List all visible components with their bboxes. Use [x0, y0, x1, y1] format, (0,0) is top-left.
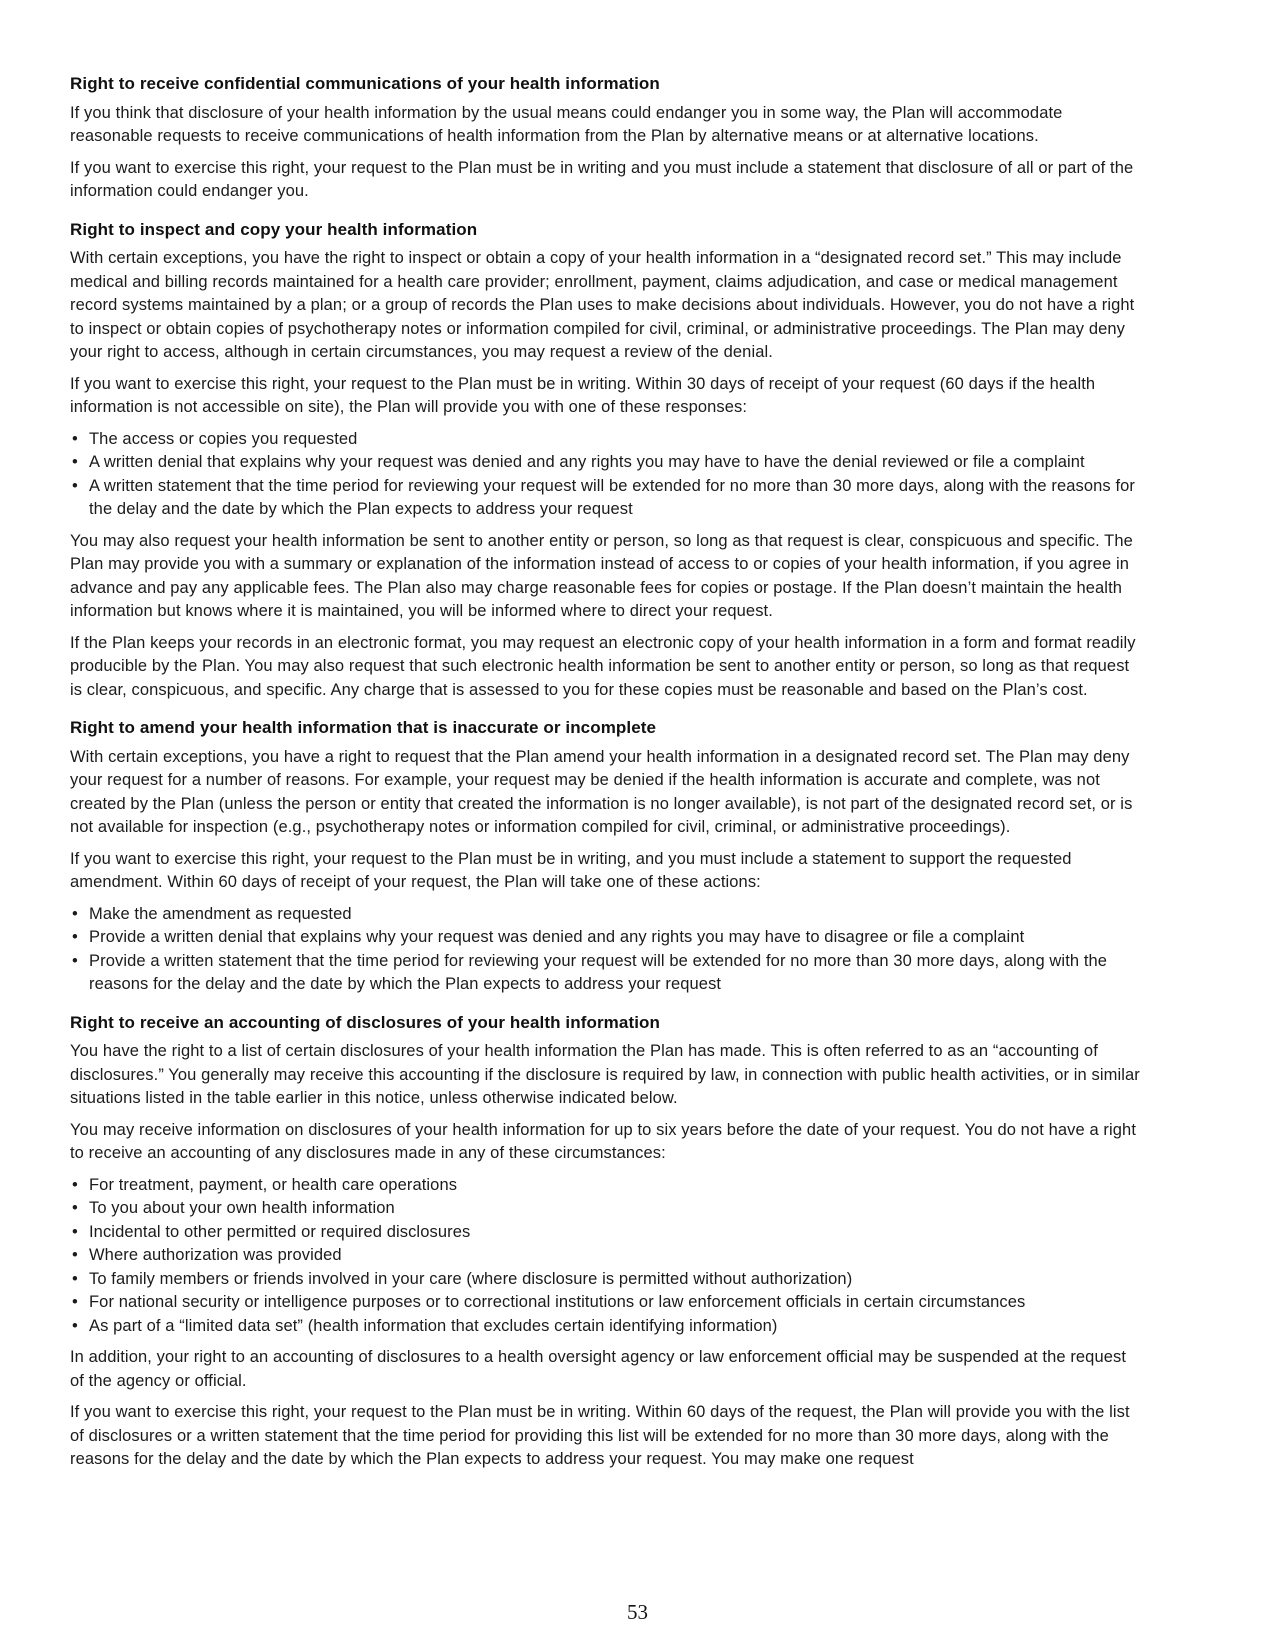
bullet-item: • Where authorization was provided [70, 1244, 1144, 1268]
paragraph: You have the right to a list of certain disclosures of your health information the Plan has made. This is often referred to as an “accounting of disclosures.” You generally may receive this accounting if the disclosure is required by law, in connection with public health activities, or in similar situations listed in the table earlier in this notice, unless otherwise indicated below. [70, 1042, 1140, 1107]
paragraph: You may receive information on disclosures of your health information for up to six years before the date of your request. You do not have a right to receive an accounting of any disclosures made in any of these circumstances: [70, 1120, 1137, 1162]
section-heading: Right to receive confidential communications of your health information [70, 74, 660, 93]
bullet-item: • Provide a written denial that explains why your request was denied and any rights you may have to disagree or file a complaint [70, 926, 1144, 950]
paragraph: If you want to exercise this right, your request to the Plan must be in writing, and you must include a statement to support the requested amendment. Within 60 days of receipt of your request, the Plan will take one of these actions: [70, 849, 1072, 891]
bullet-item: • A written statement that the time period for reviewing your request will be extended for no more than 30 more days, along with the reasons for the delay and the date by which the Plan expects to address your request [70, 475, 1144, 522]
paragraph: With certain exceptions, you have a right to request that the Plan amend your health information in a designated record set. The Plan may deny your request for a number of reasons. For example, your request may be denied if the health information is accurate and complete, was not created by the Plan (unless the person or entity that created the information is no longer available), is not part of the designated record set, or is not available for inspection (e.g., psychotherapy notes or information compiled for civil, criminal, or administrative proceedings). [70, 747, 1133, 836]
bullet-item: • As part of a “limited data set” (health information that excludes certain identifying information) [70, 1315, 1144, 1339]
bullet-item: • A written denial that explains why your request was denied and any rights you may have to have the denial reviewed or file a complaint [70, 451, 1144, 475]
bullet-list [70, 1174, 1144, 1339]
bullet-item: • For national security or intelligence purposes or to correctional institutions or law enforcement officials in certain circumstances [70, 1291, 1144, 1315]
bullet-item: • To family members or friends involved in your care (where disclosure is permitted without authorization) [70, 1268, 1144, 1292]
paragraph: In addition, your right to an accounting of disclosures to a health oversight agency or law enforcement official may be suspended at the request of the agency or official. [70, 1348, 1127, 1390]
paragraph: If the Plan keeps your records in an electronic format, you may request an electronic copy of your health information in a form and format readily producible by the Plan. You may also request that such electronic health information be sent to another entity or person, so long as that request is clear, conspicuous, and specific. Any charge that is assessed to you for these copies must be reasonable and based on the Plan’s cost. [70, 633, 1136, 699]
bullet-item: • For treatment, payment, or health care operations [70, 1174, 1144, 1198]
page-number: 53 [627, 1600, 648, 1624]
page-footer [0, 1600, 1275, 1625]
bullet-item: • Make the amendment as requested [70, 903, 1144, 927]
bullet-item: • The access or copies you requested [70, 428, 1144, 452]
bullet-item: • To you about your own health information [70, 1197, 1144, 1221]
document-body [70, 72, 1144, 1480]
bullet-item: • Provide a written statement that the time period for reviewing your request will be extended for no more than 30 more days, along with the reasons for the delay and the date by which the Plan expects to address your request [70, 950, 1144, 997]
bullet-list [70, 903, 1144, 997]
section-heading: Right to amend your health information that is inaccurate or incomplete [70, 718, 657, 737]
paragraph: If you want to exercise this right, your request to the Plan must be in writing. Within 30 days of receipt of your request (60 days if the health information is not accessible on site), the Plan will provide you with one of these responses: [70, 374, 1096, 416]
paragraph: If you think that disclosure of your health information by the usual means could endanger you in some way, the Plan will accommodate reasonable requests to receive communications of health information from the Plan by alternative means or at alternative locations. [70, 103, 1063, 145]
bullet-list [70, 428, 1144, 522]
paragraph: With certain exceptions, you have the right to inspect or obtain a copy of your health information in a “designated record set.” This may include medical and billing records maintained for a health care provider; enrollment, payment, claims adjudication, and case or medical management record systems maintained by a plan; or a group of records the Plan uses to make decisions about individuals. However, you do not have a right to inspect or obtain copies of psychotherapy notes or information compiled for civil, criminal, or administrative proceedings. The Plan may deny your right to access, although in certain circumstances, you may request a review of the denial. [70, 249, 1135, 361]
paragraph: If you want to exercise this right, your request to the Plan must be in writing and you must include a statement that disclosure of all or part of the information could endanger you. [70, 158, 1134, 200]
paragraph: If you want to exercise this right, your request to the Plan must be in writing. Within 60 days of the request, the Plan will provide you with the list of disclosures or a written statement that the time period for providing this list will be extended for no more than 30 more days, along with the reasons for the delay and the date by which the Plan expects to address your request. You may make one request [70, 1403, 1130, 1468]
bullet-item: • Incidental to other permitted or required disclosures [70, 1221, 1144, 1245]
section-heading: Right to receive an accounting of disclosures of your health information [70, 1012, 660, 1032]
paragraph: You may also request your health information be sent to another entity or person, so long as that request is clear, conspicuous and specific. The Plan may provide you with a summary or explanation of the information instead of access to or copies of your health information, if you agree in advance and pay any applicable fees. The Plan also may charge reasonable fees for copies or postage. If the Plan doesn’t maintain the health information but knows where it is maintained, you will be informed where to direct your request. [70, 531, 1133, 620]
section-heading: Right to inspect and copy your health information [70, 219, 478, 239]
